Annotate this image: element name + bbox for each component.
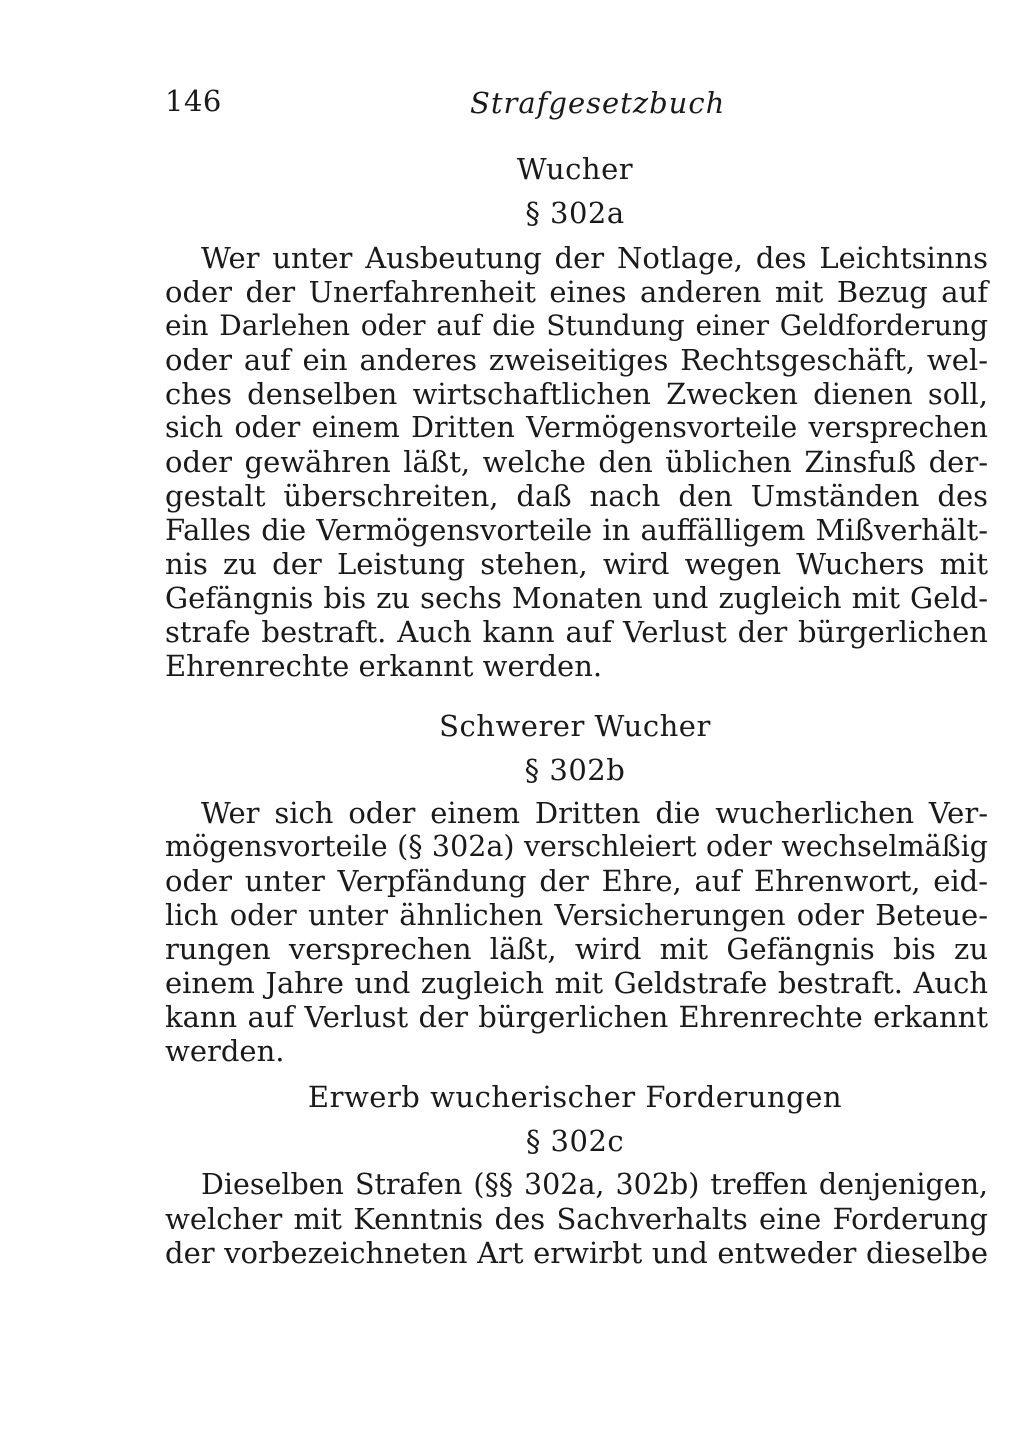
- text-line: Gefängnis bis zu sechs Monaten und zugleich mit Geld-: [165, 581, 988, 615]
- section-title-schwerer-wucher: Schwerer Wucher: [439, 709, 711, 743]
- text-line: oder unter Verpfändung der Ehre, auf Ehrenwort, eid-: [165, 864, 988, 898]
- text-line: oder auf ein anderes zweiseitiges Rechtsgeschäft, wel-: [165, 343, 988, 377]
- paragraph-302c-text: [165, 1168, 988, 1270]
- text-line: strafe bestraft. Auch kann auf Verlust der bürgerlichen: [165, 615, 988, 649]
- text-line: Wer sich oder einem Dritten die wucherlichen Ver-: [201, 796, 988, 830]
- text-line: rungen versprechen läßt, wird mit Gefängnis bis zu: [165, 932, 988, 966]
- text-line: Falles die Vermögensvorteile in auffälligem Mißverhält-: [165, 513, 988, 547]
- paragraph-302b-text: [165, 796, 988, 1068]
- text-line: Wer unter Ausbeutung der Notlage, des Leichtsinns: [201, 241, 988, 275]
- paragraph-number-302b: § 302b: [524, 753, 626, 787]
- text-line: mögensvorteile (§ 302a) verschleiert oder wechselmäßig: [165, 830, 988, 863]
- section-title-wucher: Wucher: [516, 152, 634, 186]
- paragraph-302a-text: [165, 241, 988, 683]
- text-line: Dieselben Strafen (§§ 302a, 302b) treffen denjenigen,: [201, 1168, 988, 1201]
- text-line: sich oder einem Dritten Vermögensvorteile versprechen: [165, 411, 988, 444]
- text-line: nis zu der Leistung stehen, wird wegen Wuchers mit: [165, 547, 988, 581]
- section-title-erwerb-wucherischer-forderungen: Erwerb wucherischer Forderungen: [307, 1080, 843, 1114]
- text-line: ein Darlehen oder auf die Stundung einer Geldforderung: [165, 309, 988, 342]
- text-line: welcher mit Kenntnis des Sachverhalts eine Forderung: [165, 1202, 988, 1236]
- text-line: gestalt überschreiten, daß nach den Umständen des: [165, 479, 988, 513]
- running-title: Strafgesetzbuch: [470, 86, 726, 120]
- text-line: werden.: [165, 1034, 285, 1068]
- paragraph-number-302c: § 302c: [525, 1124, 625, 1158]
- text-line: oder der Unerfahrenheit eines anderen mit Bezug auf: [165, 275, 988, 309]
- text-line: kann auf Verlust der bürgerlichen Ehrenrechte erkannt: [165, 1000, 988, 1034]
- page-number: 146: [165, 84, 222, 118]
- text-line: einem Jahre und zugleich mit Geldstrafe bestraft. Auch: [165, 966, 988, 1000]
- text-line: lich oder unter ähnlichen Versicherungen oder Beteue-: [165, 898, 988, 932]
- text-line: oder gewähren läßt, welche den üblichen Zinsfuß der-: [165, 445, 988, 479]
- paragraph-number-302a: § 302a: [525, 196, 625, 230]
- text-line: der vorbezeichneten Art erwirbt und entweder dieselbe: [165, 1236, 988, 1270]
- text-line: Ehrenrechte erkannt werden.: [165, 649, 603, 683]
- text-line: ches denselben wirtschaftlichen Zwecken dienen soll,: [165, 377, 988, 411]
